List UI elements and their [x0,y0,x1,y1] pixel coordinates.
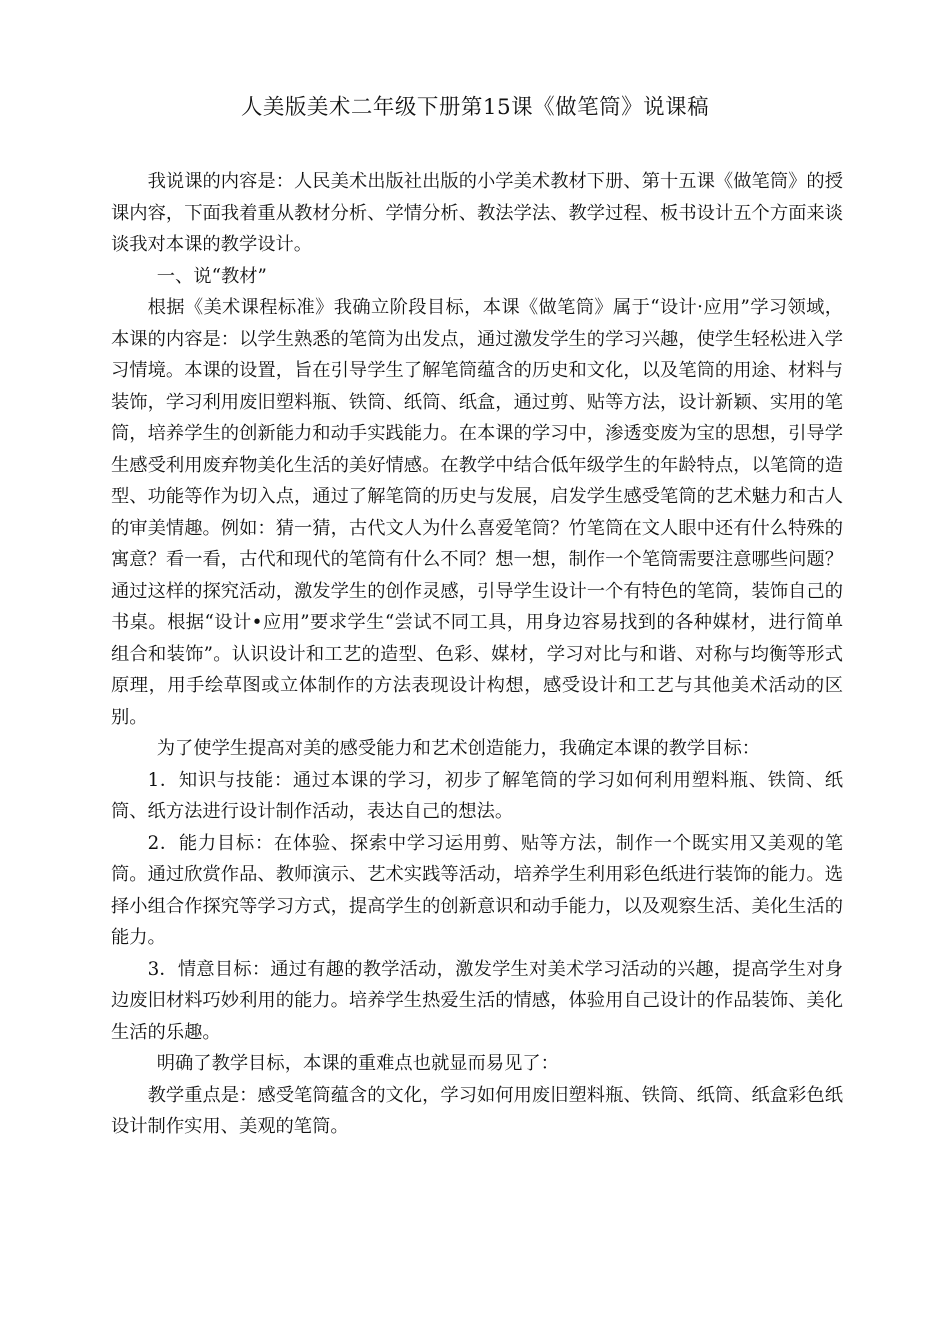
paragraph-goal-ability: 2．能力目标：在体验、探索中学习运用剪、贴等方法，制作一个既实用又美观的笔筒。通过欣赏作品、教师演示、艺术实践等活动，培养学生利用彩色纸进行装饰的能力。选择小组合作探究等学习方式，提高学生的创新意识和动手能力，以及观察生活、美化生活的能力。 [111,832,843,948]
paragraph-teaching-focus: 教学重点是：感受笔筒蕴含的文化，学习如何用废旧塑料瓶、铁筒、纸筒、纸盒彩色纸设计制作实用、美观的笔筒。 [111,1084,843,1137]
paragraph-goals-intro: 为了使学生提高对美的感受能力和艺术创造能力，我确定本课的教学目标： [156,738,761,759]
document-title: 人美版美术二年级下册第15课《做笔筒》说课稿 [240,95,710,120]
paragraph-intro: 我说课的内容是：人民美术出版社出版的小学美术教材下册、第十五课《做笔筒》的授课内容，下面我着重从教材分析、学情分析、教法学法、教学过程、板书设计五个方面来谈谈我对本课的教学设计。 [111,171,843,255]
document-body [111,166,843,1143]
section-heading-textbook: 一、说“教材” [156,265,267,287]
paragraph-textbook-analysis: 根据《美术课程标准》我确立阶段目标，本课《做笔筒》属于“设计·应用”学习领域，本课的内容是：以学生熟悉的笔筒为出发点，通过激发学生的学习兴趣，使学生轻松进入学习情境。本课的设置，旨在引导学生了解笔筒蕴含的历史和文化，以及笔筒的用途、材料与装饰，学习利用废旧塑料瓶、铁筒、纸筒、纸盒，通过剪、贴等方法，设计新颖、实用的笔筒，培养学生的创新能力和动手实践能力。在本课的学习中，渗透变废为宝的思想，引导学生感受利用废弃物美化生活的美好情感。在教学中结合低年级学生的年龄特点，以笔筒的造型、功能等作为切入点，通过了解笔筒的历史与发展，启发学生感受笔筒的艺术魅力和古人的审美情趣。例如：猜一猜，古代文人为什么喜爱笔筒？竹笔筒在文人眼中还有什么特殊的寓意？看一看，古代和现代的笔筒有什么不同？想一想，制作一个笔筒需要注意哪些问题？通过这样的探究活动，激发学生的创作灵感，引导学生设计一个有特色的笔筒，装饰自己的书桌。根据“设计•应用”要求学生“尝试不同工具，用身边容易找到的各种媒材，进行简单组合和装饰”。认识设计和工艺的造型、色彩、媒材，学习对比与和谐、对称与均衡等形式原理，用手绘草图或立体制作的方法表现设计构想，感受设计和工艺与其他美术活动的区别。 [111,297,843,728]
paragraph-key-points-intro: 明确了教学目标，本课的重难点也就显而易见了： [156,1053,559,1074]
paragraph-goal-emotion: 3．情意目标：通过有趣的教学活动，激发学生对美术学习活动的兴趣，提高学生对身边废旧材料巧妙利用的能力。培养学生热爱生活的情感，体验用自己设计的作品装饰、美化生活的乐趣。 [111,958,843,1043]
paragraph-goal-knowledge: 1．知识与技能：通过本课的学习，初步了解笔筒的学习如何利用塑料瓶、铁筒、纸筒、纸方法进行设计制作活动，表达自己的想法。 [111,769,843,822]
